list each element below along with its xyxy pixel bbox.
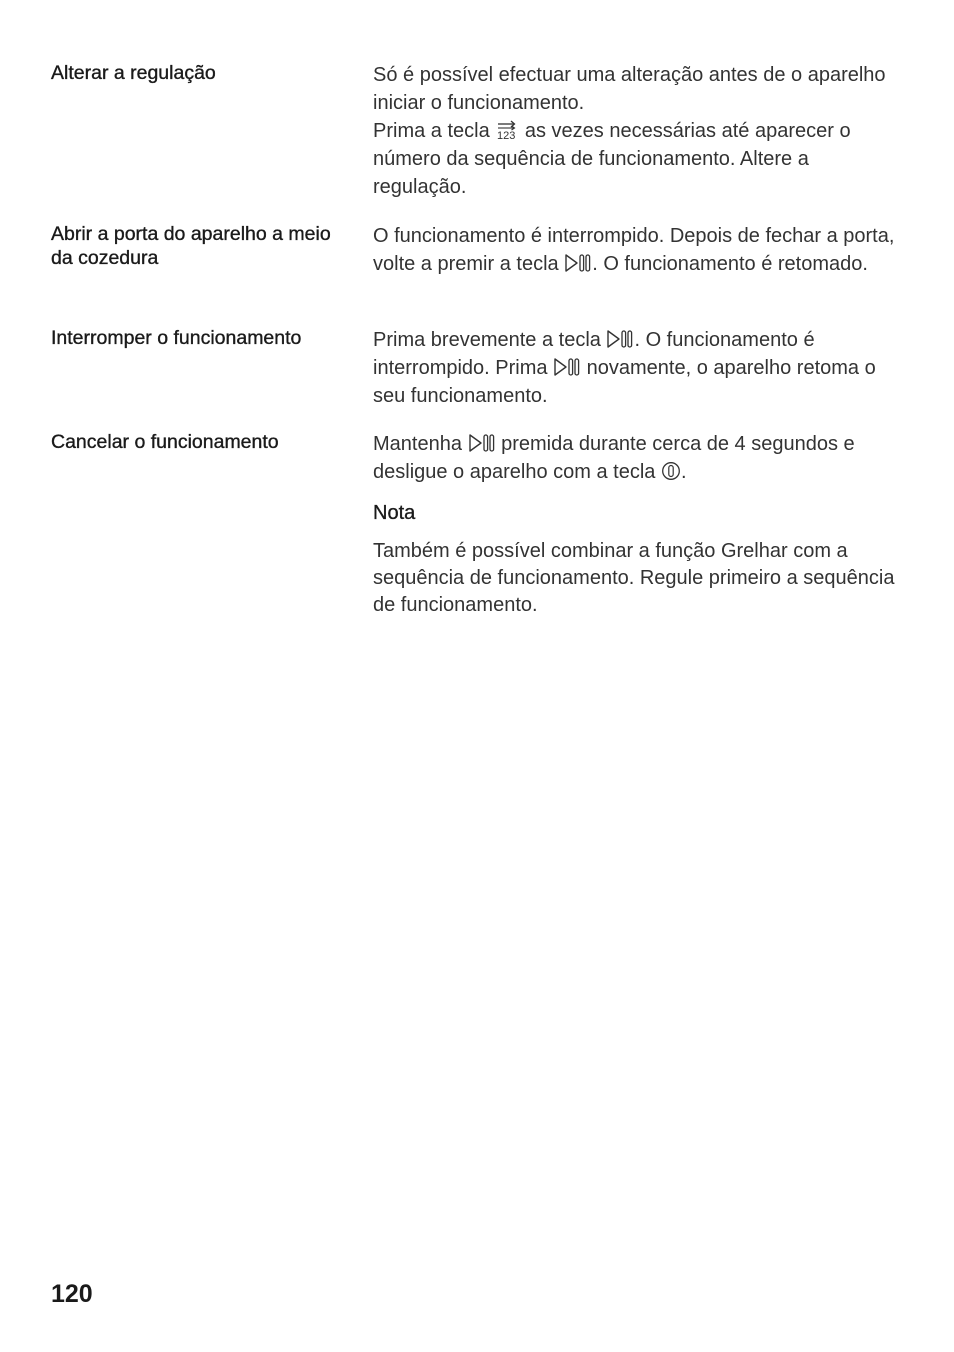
text-fragment: . O funcionamento é interrompido. Prima <box>373 329 815 379</box>
paragraph <box>373 430 901 486</box>
note-body: Também é possível combinar a função Grelhar com a sequência de funcionamento. Regule primeiro a sequência de funcionamento. <box>373 540 895 616</box>
start-pause-icon <box>564 252 592 274</box>
sequence-123-icon <box>495 119 519 141</box>
start-pause-icon <box>553 356 581 378</box>
text-fragment: Prima a tecla <box>373 120 490 142</box>
text-fragment: as vezes necessárias até aparecer o número da sequência de funcionamento. Altere a regulação. <box>373 120 851 198</box>
paragraph <box>373 222 901 278</box>
section-description <box>373 222 901 278</box>
text-fragment: . O funcionamento é retomado. <box>592 253 868 275</box>
section-heading: Alterar a regulação <box>51 62 216 84</box>
section-heading: Abrir a porta do aparelho a meio da cozedura <box>51 223 331 269</box>
svg-text:123: 123 <box>497 130 516 141</box>
section-description <box>373 326 901 410</box>
paragraph <box>373 326 901 410</box>
section-description <box>373 61 901 201</box>
text-fragment: Prima brevemente a tecla <box>373 329 601 351</box>
paragraph <box>373 117 901 201</box>
section-description <box>373 430 901 486</box>
text-fragment: O funcionamento é interrompido. Depois de fechar a porta, volte a premir a tecla <box>373 225 895 275</box>
text-fragment: Mantenha <box>373 433 462 455</box>
section-heading: Interromper o funcionamento <box>51 327 302 349</box>
on-off-icon <box>661 460 681 482</box>
text-fragment: . <box>680 461 687 483</box>
start-pause-icon <box>468 432 496 454</box>
text-fragment: novamente, o aparelho retoma o seu funcionamento. <box>373 357 876 407</box>
section-heading: Cancelar o funcionamento <box>51 431 279 453</box>
start-pause-icon <box>606 328 634 350</box>
note-title: Nota <box>373 502 416 524</box>
paragraph: Só é possível efectuar uma alteração antes de o aparelho iniciar o funcionamento. <box>373 64 886 114</box>
page-number: 120 <box>51 1280 93 1308</box>
text-fragment: premida durante cerca de 4 segundos e desligue o aparelho com a tecla <box>373 433 855 483</box>
